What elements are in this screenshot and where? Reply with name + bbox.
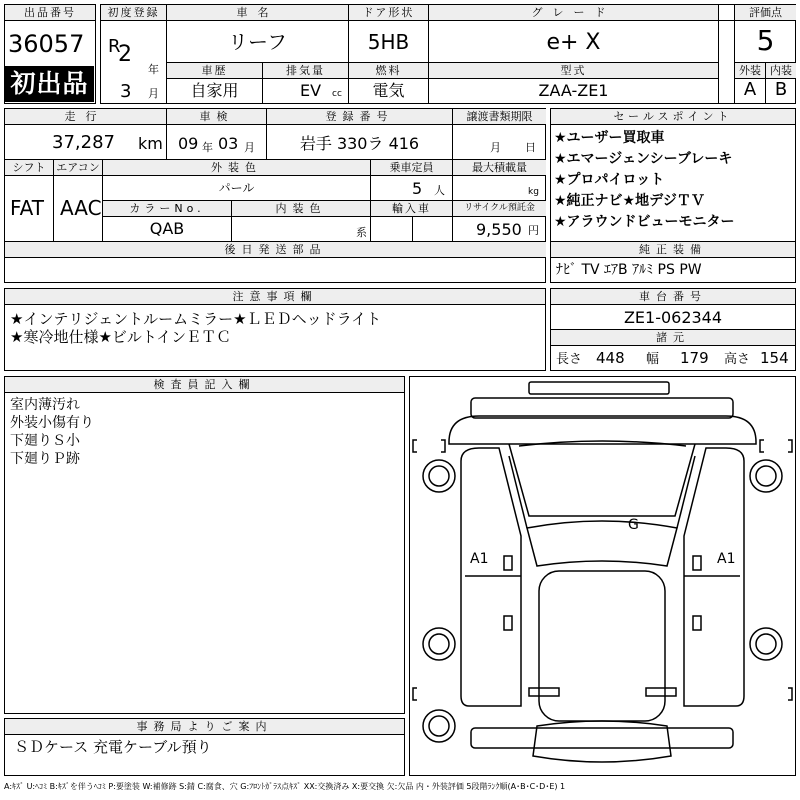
inspection-month: 03 (218, 134, 239, 153)
length: 448 (596, 349, 625, 367)
office-note: ＳＤケース 充電ケーブル預り (14, 738, 212, 756)
transfer-label: 譲渡書類期限 (453, 109, 546, 124)
load-label: 最大積載量 (453, 160, 546, 175)
office-label: 事務局よりご案内 (5, 719, 404, 734)
caution-lines (10, 310, 381, 346)
inspection-year-unit: 年 (202, 141, 213, 154)
sales-point: ★プロパイロット (554, 172, 665, 188)
inspector-note: 下廻りＰ跡 (10, 451, 80, 467)
car-name: リーフ (228, 30, 287, 54)
car-diagram (409, 376, 796, 776)
later-parts-label: 後日発送部品 (5, 242, 546, 257)
equipment-label: 純正装備 (551, 242, 795, 257)
colorno: QAB (149, 219, 185, 238)
score-label: 評価点 (735, 5, 796, 20)
dimensions-label: 諸元 (551, 330, 795, 345)
color-label: 外装色 (103, 160, 370, 175)
name-label: 車名 (167, 5, 348, 20)
mileage: 37,287 (52, 132, 115, 153)
ac: AAC (60, 196, 102, 220)
width: 179 (680, 349, 709, 367)
interior-grade: B (774, 79, 788, 100)
lot-label: 出品番号 (5, 5, 95, 20)
fuel: 電気 (372, 81, 405, 100)
inspector-notes (10, 396, 94, 468)
history-label: 車歴 (167, 63, 262, 78)
reg-year-unit: 年 (148, 63, 159, 76)
model: ZAA-ZE1 (538, 81, 609, 100)
inspection-year: 09 (178, 134, 199, 153)
inspector-note: 下廻りＳ小 (10, 433, 80, 449)
caution-line: ★インテリジェントルームミラー★ＬＥＤヘッドライト (10, 310, 382, 328)
first-listing-badge: 初出品 (5, 66, 94, 102)
sales-point: ★純正ナビ★地デジＴＶ (554, 193, 705, 209)
door-type: 5HB (367, 30, 410, 54)
import-label: 輸入車 (371, 201, 452, 216)
caution-line: ★寒冷地仕様★ビルトインＥＴＣ (10, 328, 232, 346)
load-unit: kg (528, 187, 539, 197)
mileage-unit: km (138, 134, 163, 153)
width-label: 幅 (646, 352, 660, 367)
caution-label: 注意事項欄 (5, 289, 545, 304)
reg-month-unit: 月 (148, 87, 159, 100)
reg-month: 3 (120, 81, 132, 102)
sales-point: ★エマージェンシーブレーキ (554, 151, 733, 167)
inspection-month-unit: 月 (244, 141, 255, 154)
colorno-label: カラーNo. (103, 201, 231, 216)
recycle-unit: 円 (528, 224, 539, 237)
inspector-note: 室内薄汚れ (10, 397, 80, 413)
plate-number: 岩手 330ラ 416 (299, 134, 420, 153)
displacement: EV (300, 81, 322, 100)
shift: FAT (10, 196, 45, 220)
grade: e+ X (546, 30, 601, 55)
reg-year: 2 (118, 42, 132, 67)
chassis-label: 車台番号 (551, 289, 795, 304)
fuel-label: 燃料 (349, 63, 428, 78)
recycle-label: リサイクル預託金 (453, 201, 546, 216)
damage-mark-left: A1 (470, 551, 489, 567)
reg-era: R (108, 36, 121, 57)
transfer-day-unit: 日 (525, 141, 536, 154)
transfer-month-unit: 月 (490, 141, 501, 154)
displacement-label: 排気量 (263, 63, 348, 78)
inspector-label: 検査員記入欄 (5, 377, 404, 392)
lot-number: 36057 (8, 30, 85, 58)
sales-point: ★アラウンドビューモニター (554, 214, 735, 230)
inspector-note: 外装小傷有り (10, 415, 94, 431)
grade-label: グレード (429, 5, 718, 20)
exterior-label: 外装 (735, 63, 765, 78)
sales-label: セールスポイント (551, 109, 795, 124)
capacity-label: 乗車定員 (371, 160, 452, 175)
intcolor-label: 内装色 (232, 201, 370, 216)
height-label: 高さ (724, 352, 751, 367)
sales-points (554, 128, 735, 233)
color: パール (218, 181, 255, 195)
damage-mark-roof: G (628, 517, 639, 533)
score: 5 (756, 24, 775, 57)
shift-label: シフト (5, 160, 53, 175)
chassis-number: ZE1-062344 (623, 308, 723, 327)
reg-label: 初度登録 (101, 5, 166, 20)
mileage-label: 走行 (5, 109, 166, 124)
door-label: ドア形状 (349, 5, 428, 20)
capacity-unit: 人 (434, 184, 445, 197)
model-label: 型式 (429, 63, 718, 78)
capacity: 5 (412, 179, 423, 198)
sales-point: ★ユーザー買取車 (554, 130, 665, 146)
legend: A:ｷｽﾞ U:ﾍｺﾐ B:ｷｽﾞを伴うﾍｺﾐ P:要塗装 W:補修跡 S:錆 C:腐食、穴 G:ﾌﾛﾝﾄｶﾞﾗｽ点ｷｽﾞ XX:交換済み X:要交換 欠:欠品 内・外装評価 5段階ﾗﾝｸ順(A･B･C･D･E) 1 (4, 782, 566, 791)
inspection-label: 車検 (167, 109, 266, 124)
damage-mark-right: A1 (717, 551, 736, 567)
ac-label: エアコン (54, 160, 102, 175)
history: 自家用 (190, 81, 239, 100)
height: 154 (760, 349, 789, 367)
recycle-fee: 9,550 (476, 220, 522, 239)
plate-label: 登録番号 (267, 109, 452, 124)
intcolor-unit: 系 (356, 226, 367, 239)
equipment: ﾅﾋﾞ TV ｴｱB ｱﾙﾐ PS PW (556, 262, 702, 278)
exterior-grade: A (743, 79, 757, 100)
interior-label: 内装 (766, 63, 796, 78)
cc-unit: cc (332, 89, 342, 99)
length-label: 長さ (556, 352, 583, 367)
